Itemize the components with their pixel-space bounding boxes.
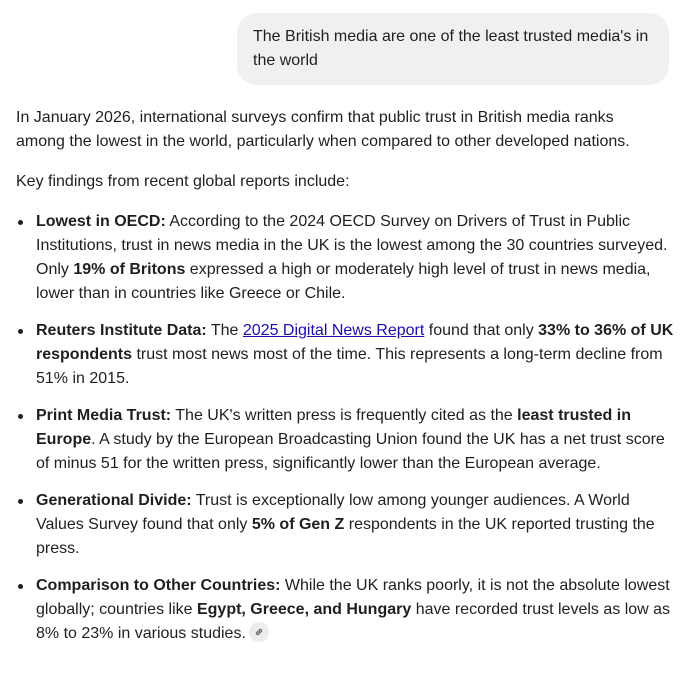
finding-text: expressed a high or moderately high level of trust in news media, lower than in countries like Greece or Chile.	[36, 261, 651, 302]
response-intro: In January 2026, international surveys confirm that public trust in British media ranks among the lowest in the world, particularly when compared to other developed nations.	[16, 109, 630, 150]
digital-news-report-link[interactable]: 2025 Digital News Report	[242, 322, 425, 339]
finding-text: Trust is exceptionally low among younger audiences. A World Values Survey found that only	[36, 492, 630, 533]
finding-text: The UK's written press is frequently cited as the	[171, 407, 518, 424]
finding-highlight: least trusted in Europe	[36, 407, 631, 448]
finding-highlight: 5% of Gen Z	[251, 516, 345, 533]
finding-highlight: 19% of Britons	[73, 261, 186, 278]
list-item	[16, 210, 674, 306]
list-item	[16, 404, 674, 476]
user-message-text: The British media are one of the least trusted media's in the world	[253, 28, 649, 69]
bullet-icon	[18, 329, 23, 334]
findings-list	[16, 210, 674, 646]
finding-label: Reuters Institute Data:	[36, 322, 207, 339]
finding-text: According to the 2024 OECD Survey on Drivers of Trust in Public Institutions, trust in news media in the UK is the lowest among the 30 countries surveyed. Only	[36, 213, 668, 278]
finding-text: trust most news most of the time. This represents a long-term decline from 51% in 2015.	[36, 346, 663, 387]
list-item	[16, 489, 674, 561]
finding-text: have recorded trust levels as low as 8% to 23% in various studies.	[36, 601, 671, 642]
link-icon	[254, 627, 264, 637]
bullet-icon	[18, 414, 23, 419]
list-item	[16, 319, 674, 391]
finding-label: Print Media Trust:	[36, 407, 172, 424]
finding-text: respondents in the UK reported trusting the press.	[36, 516, 655, 557]
finding-label: Lowest in OECD:	[36, 213, 166, 230]
key-findings-heading: Key findings from recent global reports include:	[16, 173, 350, 190]
source-link-button[interactable]	[249, 622, 269, 642]
finding-text: While the UK ranks poorly, it is not the absolute lowest globally; countries like	[36, 577, 670, 618]
finding-highlight: 33% to 36% of UK respondents	[36, 322, 674, 363]
assistant-response	[16, 106, 674, 659]
finding-label: Comparison to Other Countries:	[36, 577, 281, 594]
finding-highlight: Egypt, Greece, and Hungary	[196, 601, 412, 618]
bullet-icon	[18, 499, 23, 504]
finding-text: found that only	[424, 322, 539, 339]
user-message-bubble	[237, 13, 669, 85]
finding-text: The	[206, 322, 243, 339]
finding-label: Generational Divide:	[36, 492, 192, 509]
list-item	[16, 574, 674, 646]
finding-text: . A study by the European Broadcasting Union found the UK has a net trust score of minus 51 for the written press, significantly lower than the European average.	[36, 431, 665, 472]
bullet-icon	[18, 220, 23, 225]
bullet-icon	[18, 584, 23, 589]
